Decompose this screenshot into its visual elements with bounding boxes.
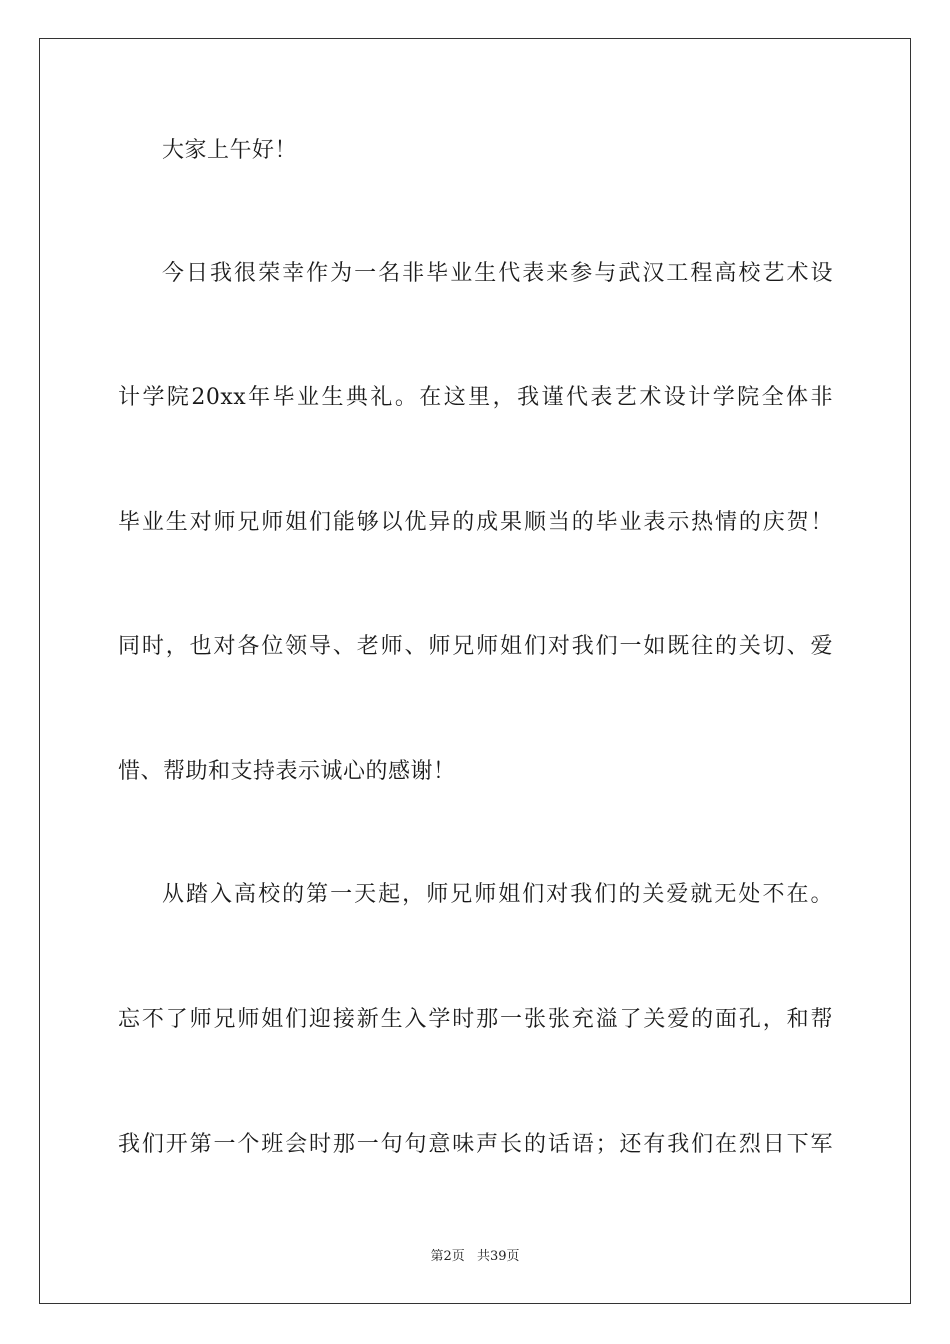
- text-line: 惜、帮助和支持表示诚心的感谢！: [118, 759, 456, 784]
- text-line: 计学院20xx年毕业生典礼。在这里，我谨代表艺术设计学院全体非: [118, 385, 833, 410]
- text-line: 同时，也对各位领导、老师、师兄师姐们对我们一如既往的关切、爱: [118, 634, 833, 659]
- page-footer: [0, 1248, 950, 1266]
- text-line: 从踏入高校的第一天起，师兄师姐们对我们的关爱就无处不在。: [162, 882, 833, 907]
- text-line-greeting: 大家上午好！: [162, 138, 298, 163]
- page-number: 第2页: [430, 1249, 465, 1264]
- page-border: [39, 38, 911, 1304]
- text-line: 毕业生对师兄师姐们能够以优异的成果顺当的毕业表示热情的庆贺！: [118, 510, 833, 535]
- text-line: 忘不了师兄师姐们迎接新生入学时那一张张充溢了关爱的面孔，和帮: [118, 1007, 833, 1032]
- text-line: 今日我很荣幸作为一名非毕业生代表来参与武汉工程高校艺术设: [162, 261, 833, 286]
- total-pages: 共39页: [476, 1249, 520, 1264]
- text-line: 我们开第一个班会时那一句句意味声长的话语；还有我们在烈日下军: [118, 1132, 833, 1157]
